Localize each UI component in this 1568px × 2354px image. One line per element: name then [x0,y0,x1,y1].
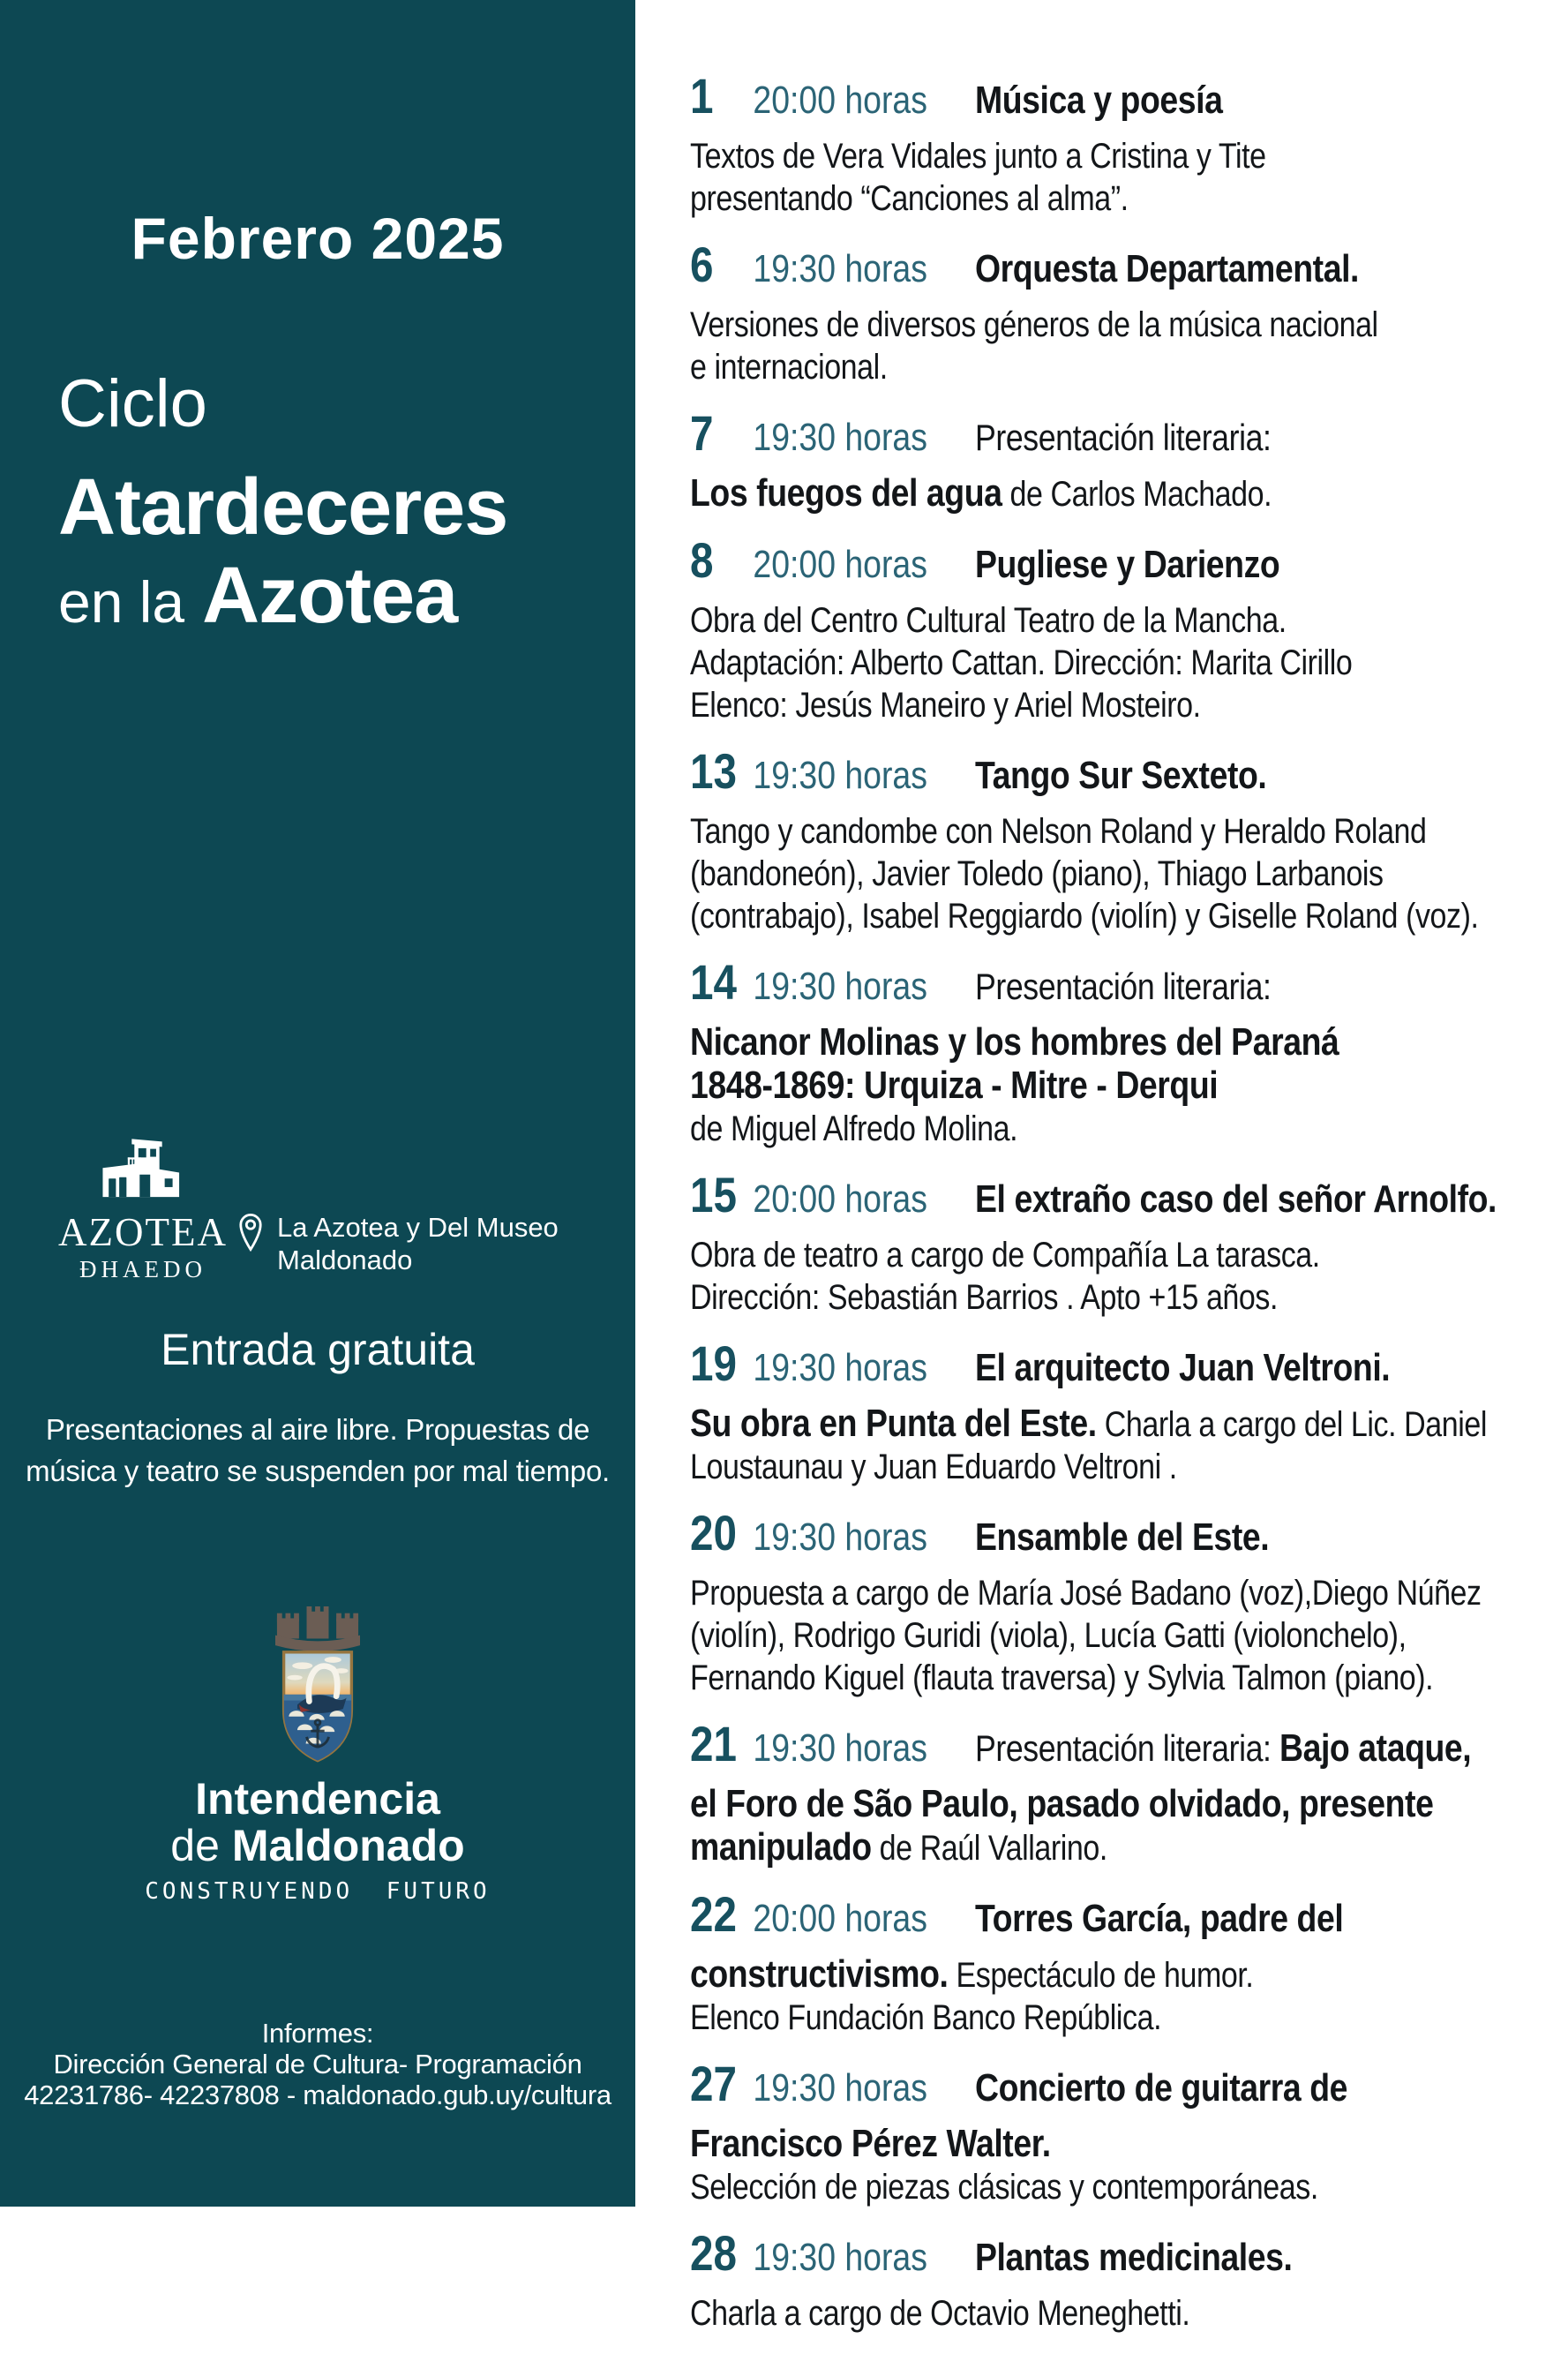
event-time: 19:30 horas [753,416,927,459]
admission-text: Entrada gratuita [161,1325,475,1374]
event-text-segment: Presentación literaria: [975,966,1272,1007]
event-heading [690,954,1568,1021]
event-text-segment: (bandoneón), Javier Toledo (piano), Thiago Larbanois [690,854,1384,893]
intendencia-de: de [170,1821,232,1870]
contact-line2: Dirección General de Cultura- Programación [53,2049,582,2079]
event-description [690,810,1568,937]
event-text-line [690,1783,1568,1826]
event-text-segment: Textos de Vera Vidales junto a Cristina y Tite [690,137,1266,176]
event-text-line [690,642,1568,684]
event-text-segment: Elenco Fundación Banco República. [690,1998,1162,2037]
event-day: 28 [690,2225,737,2281]
event-title-segment: Francisco Pérez Walter. [690,2122,1051,2165]
event-heading [690,1505,1568,1572]
events-list [690,68,1568,2354]
event-text-segment: de Carlos Machado. [1002,475,1272,514]
event-heading [690,1335,1568,1403]
event-text-line [690,895,1568,937]
event-description [690,304,1568,388]
event-description [690,1403,1568,1488]
event-text-line [690,684,1568,726]
event-text-line [690,346,1568,388]
event-text-line [690,599,1568,642]
event-description [690,1572,1568,1699]
contact-info [0,2018,635,2110]
event-text-line [690,2292,1568,2335]
event-day: 22 [690,1886,737,1942]
event-heading [690,2058,1568,2123]
month-title: Febrero 2025 [131,206,505,271]
weather-notice-line1: Presentaciones al aire libre. Propuestas de [45,1413,590,1446]
event-time: 19:30 horas [753,2066,927,2110]
maldonado-coat-of-arms [266,1606,370,1776]
event-description [690,2123,1568,2208]
event-heading [690,1718,1568,1783]
event-text-line [690,304,1568,346]
event-description [690,599,1568,726]
event-day: 6 [690,237,714,292]
event-day: 7 [690,405,714,461]
event-text-segment: Elenco: Jesús Maneiro y Ariel Mosteiro. [690,686,1201,725]
event-title-segment: Nicanor Molinas y los hombres del Paraná [690,1020,1339,1064]
event-text-line [690,1234,1568,1276]
event-heading [690,2225,1568,2292]
event-item [690,239,1568,388]
event-text-segment: Selección de piezas clásicas y contemporáneas. [690,2168,1318,2207]
weather-notice-line2: música y teatro se suspenden por mal tiempo. [26,1455,610,1487]
event-day: 27 [690,2056,737,2111]
event-text-segment: Presentación literaria: [975,417,1272,458]
event-item [690,2225,1568,2335]
event-heading [690,532,1568,599]
event-title-segment: Bajo ataque, [1279,1726,1472,1770]
event-text-segment: Charla a cargo del Lic. Daniel [1096,1405,1488,1444]
event-text-line [690,1403,1568,1446]
event-text-line [690,472,1568,515]
event-text-line [690,1657,1568,1699]
event-item [690,1718,1568,1869]
event-text-segment: Loustaunau y Juan Eduardo Veltroni . [690,1448,1177,1486]
cycle-word-en-la: en la [58,569,185,635]
event-text-segment: Charla a cargo de Octavio Meneghetti. [690,2294,1190,2333]
venue-logo-subtitle: ĐHAEDO [79,1256,206,1282]
venue-location-text [277,1211,559,1276]
event-text-segment: Presentación literaria: [975,1727,1279,1769]
event-title-segment: Su obra en Punta del Este. [690,1402,1097,1445]
event-heading [690,1169,1568,1234]
event-title-segment: Torres García, padre del [975,1897,1344,1940]
event-text-segment: Tango y candombe con Nelson Roland y Heraldo Roland [690,812,1427,851]
event-text-line [690,1997,1568,2039]
azotea-de-haedo-logo [55,1137,231,1283]
cycle-line-en-la-azotea [58,552,507,640]
event-time: 19:30 horas [753,1726,927,1770]
event-text-segment: Espectáculo de humor. [948,1956,1254,1995]
event-title-segment: 1848-1869: Urquiza - Mitre - Derqui [690,1064,1219,1107]
event-item [690,2058,1568,2208]
event-heading [690,68,1568,135]
azotea-house-icon [94,1137,192,1211]
event-day: 14 [690,954,737,1010]
event-text-line [690,1614,1568,1657]
event-item [690,1505,1568,1699]
coat-of-arms-icon [266,1606,370,1776]
event-time: 19:30 horas [753,1515,927,1559]
event-text-line [690,1064,1568,1108]
event-text-line [690,135,1568,177]
venue-location-line1: La Azotea y Del Museo [277,1212,559,1243]
event-item [690,1169,1568,1319]
event-day: 8 [690,532,714,588]
event-time: 19:30 horas [753,1346,927,1389]
event-time: 20:00 horas [753,543,927,586]
event-title-segment: Plantas medicinales. [975,2236,1293,2279]
event-title-segment: Concierto de guitarra de [975,2066,1348,2110]
event-item [690,954,1568,1150]
venue-location [238,1211,559,1276]
event-text-segment: Obra de teatro a cargo de Compañía La tarasca. [690,1236,1320,1275]
event-text-line [690,1108,1568,1150]
intendencia-maldonado: Maldonado [231,1821,465,1870]
event-heading [690,743,1568,810]
event-time: 20:00 horas [753,79,927,122]
event-text-segment: Adaptación: Alberto Cattan. Dirección: Marita Cirillo [690,643,1353,682]
cycle-word-azotea: Azotea [202,552,458,640]
weather-notice [0,1409,635,1492]
event-item [690,68,1568,220]
event-text-line [690,1021,1568,1064]
venue-location-line2: Maldonado [277,1245,413,1276]
event-time: 19:30 horas [753,965,927,1008]
event-text-line [690,1826,1568,1869]
event-text-line [690,1446,1568,1488]
event-item [690,405,1568,515]
event-description [690,2292,1568,2335]
event-title-segment: constructivismo. [690,1952,949,1996]
event-title-segment: Tango Sur Sexteto. [975,754,1267,797]
event-day: 1 [690,68,714,124]
event-description [690,1234,1568,1319]
event-title-segment: El extraño caso del señor Arnolfo. [975,1177,1497,1221]
contact-line1: Informes: [261,2018,374,2049]
intendencia-slogan: CONSTRUYENDO FUTURO [145,1878,491,1905]
cycle-word-atardeceres: Atardeceres [58,463,508,552]
event-title-segment: Pugliese y Darienzo [975,543,1280,586]
event-text-segment: presentando “Canciones al alma”. [690,179,1129,218]
event-title-segment: Orquesta Departamental. [975,247,1360,290]
event-item [690,743,1568,937]
event-text-line [690,1953,1568,1997]
event-heading [690,405,1568,472]
event-text-line [690,2123,1568,2166]
event-time: 19:30 horas [753,2236,927,2279]
venue-logo-title: AZOTEA [58,1210,228,1254]
intendencia-line2 [0,1823,635,1869]
event-item [690,532,1568,726]
event-description [690,472,1568,515]
event-description [690,1953,1568,2039]
event-time: 19:30 horas [753,247,927,290]
event-text-segment: de Raúl Vallarino. [871,1829,1107,1868]
event-text-line [690,810,1568,853]
intendencia-wordmark [0,1776,635,1905]
event-text-segment: Dirección: Sebastián Barrios . Apto +15 años. [690,1278,1278,1317]
event-title-segment: manipulado [690,1825,872,1869]
event-description [690,135,1568,220]
event-day: 21 [690,1716,737,1771]
event-text-line [690,1572,1568,1614]
event-text-line [690,177,1568,220]
event-time: 19:30 horas [753,754,927,797]
event-day: 13 [690,743,737,799]
event-text-segment: Fernando Kiguel (flauta traversa) y Sylvia Talmon (piano). [690,1658,1434,1697]
event-day: 19 [690,1335,737,1391]
event-title-segment: Música y poesía [975,79,1223,122]
event-text-segment: Obra del Centro Cultural Teatro de la Mancha. [690,601,1287,640]
event-text-line [690,1276,1568,1319]
cycle-word-ciclo: Ciclo [58,366,207,441]
contact-line3: 42231786- 42237808 - maldonado.gub.uy/cultura [24,2079,611,2110]
event-time: 20:00 horas [753,1177,927,1221]
event-text-line [690,2166,1568,2208]
event-title-segment: Los fuegos del agua [690,471,1002,515]
event-time: 20:00 horas [753,1897,927,1940]
event-item [690,1886,1568,2039]
location-pin-icon [238,1213,263,1252]
cycle-title [58,366,508,640]
event-title-segment: Ensamble del Este. [975,1515,1270,1559]
event-title-segment: El arquitecto Juan Veltroni. [975,1346,1391,1389]
event-title-segment: el Foro de São Paulo, pasado olvidado, presente [690,1782,1434,1825]
intendencia-line1: Intendencia [195,1774,440,1824]
event-item [690,1335,1568,1488]
sidebar [0,0,635,2207]
event-text-segment: Versiones de diversos géneros de la música nacional [690,305,1378,344]
event-description [690,1783,1568,1869]
event-heading [690,1886,1568,1953]
event-description [690,1021,1568,1150]
event-text-segment: de Miguel Alfredo Molina. [690,1109,1018,1148]
event-text-segment: Propuesta a cargo de María José Badano (voz),Diego Núñez [690,1574,1482,1613]
event-heading [690,239,1568,304]
event-text-segment: e internacional. [690,348,888,387]
event-text-segment: (violín), Rodrigo Guridi (viola), Lucía Gatti (violonchelo), [690,1616,1407,1655]
event-day: 20 [690,1505,737,1561]
event-day: 15 [690,1167,737,1222]
event-text-segment: (contrabajo), Isabel Reggiardo (violín) y Giselle Roland (voz). [690,897,1479,936]
event-text-line [690,853,1568,895]
